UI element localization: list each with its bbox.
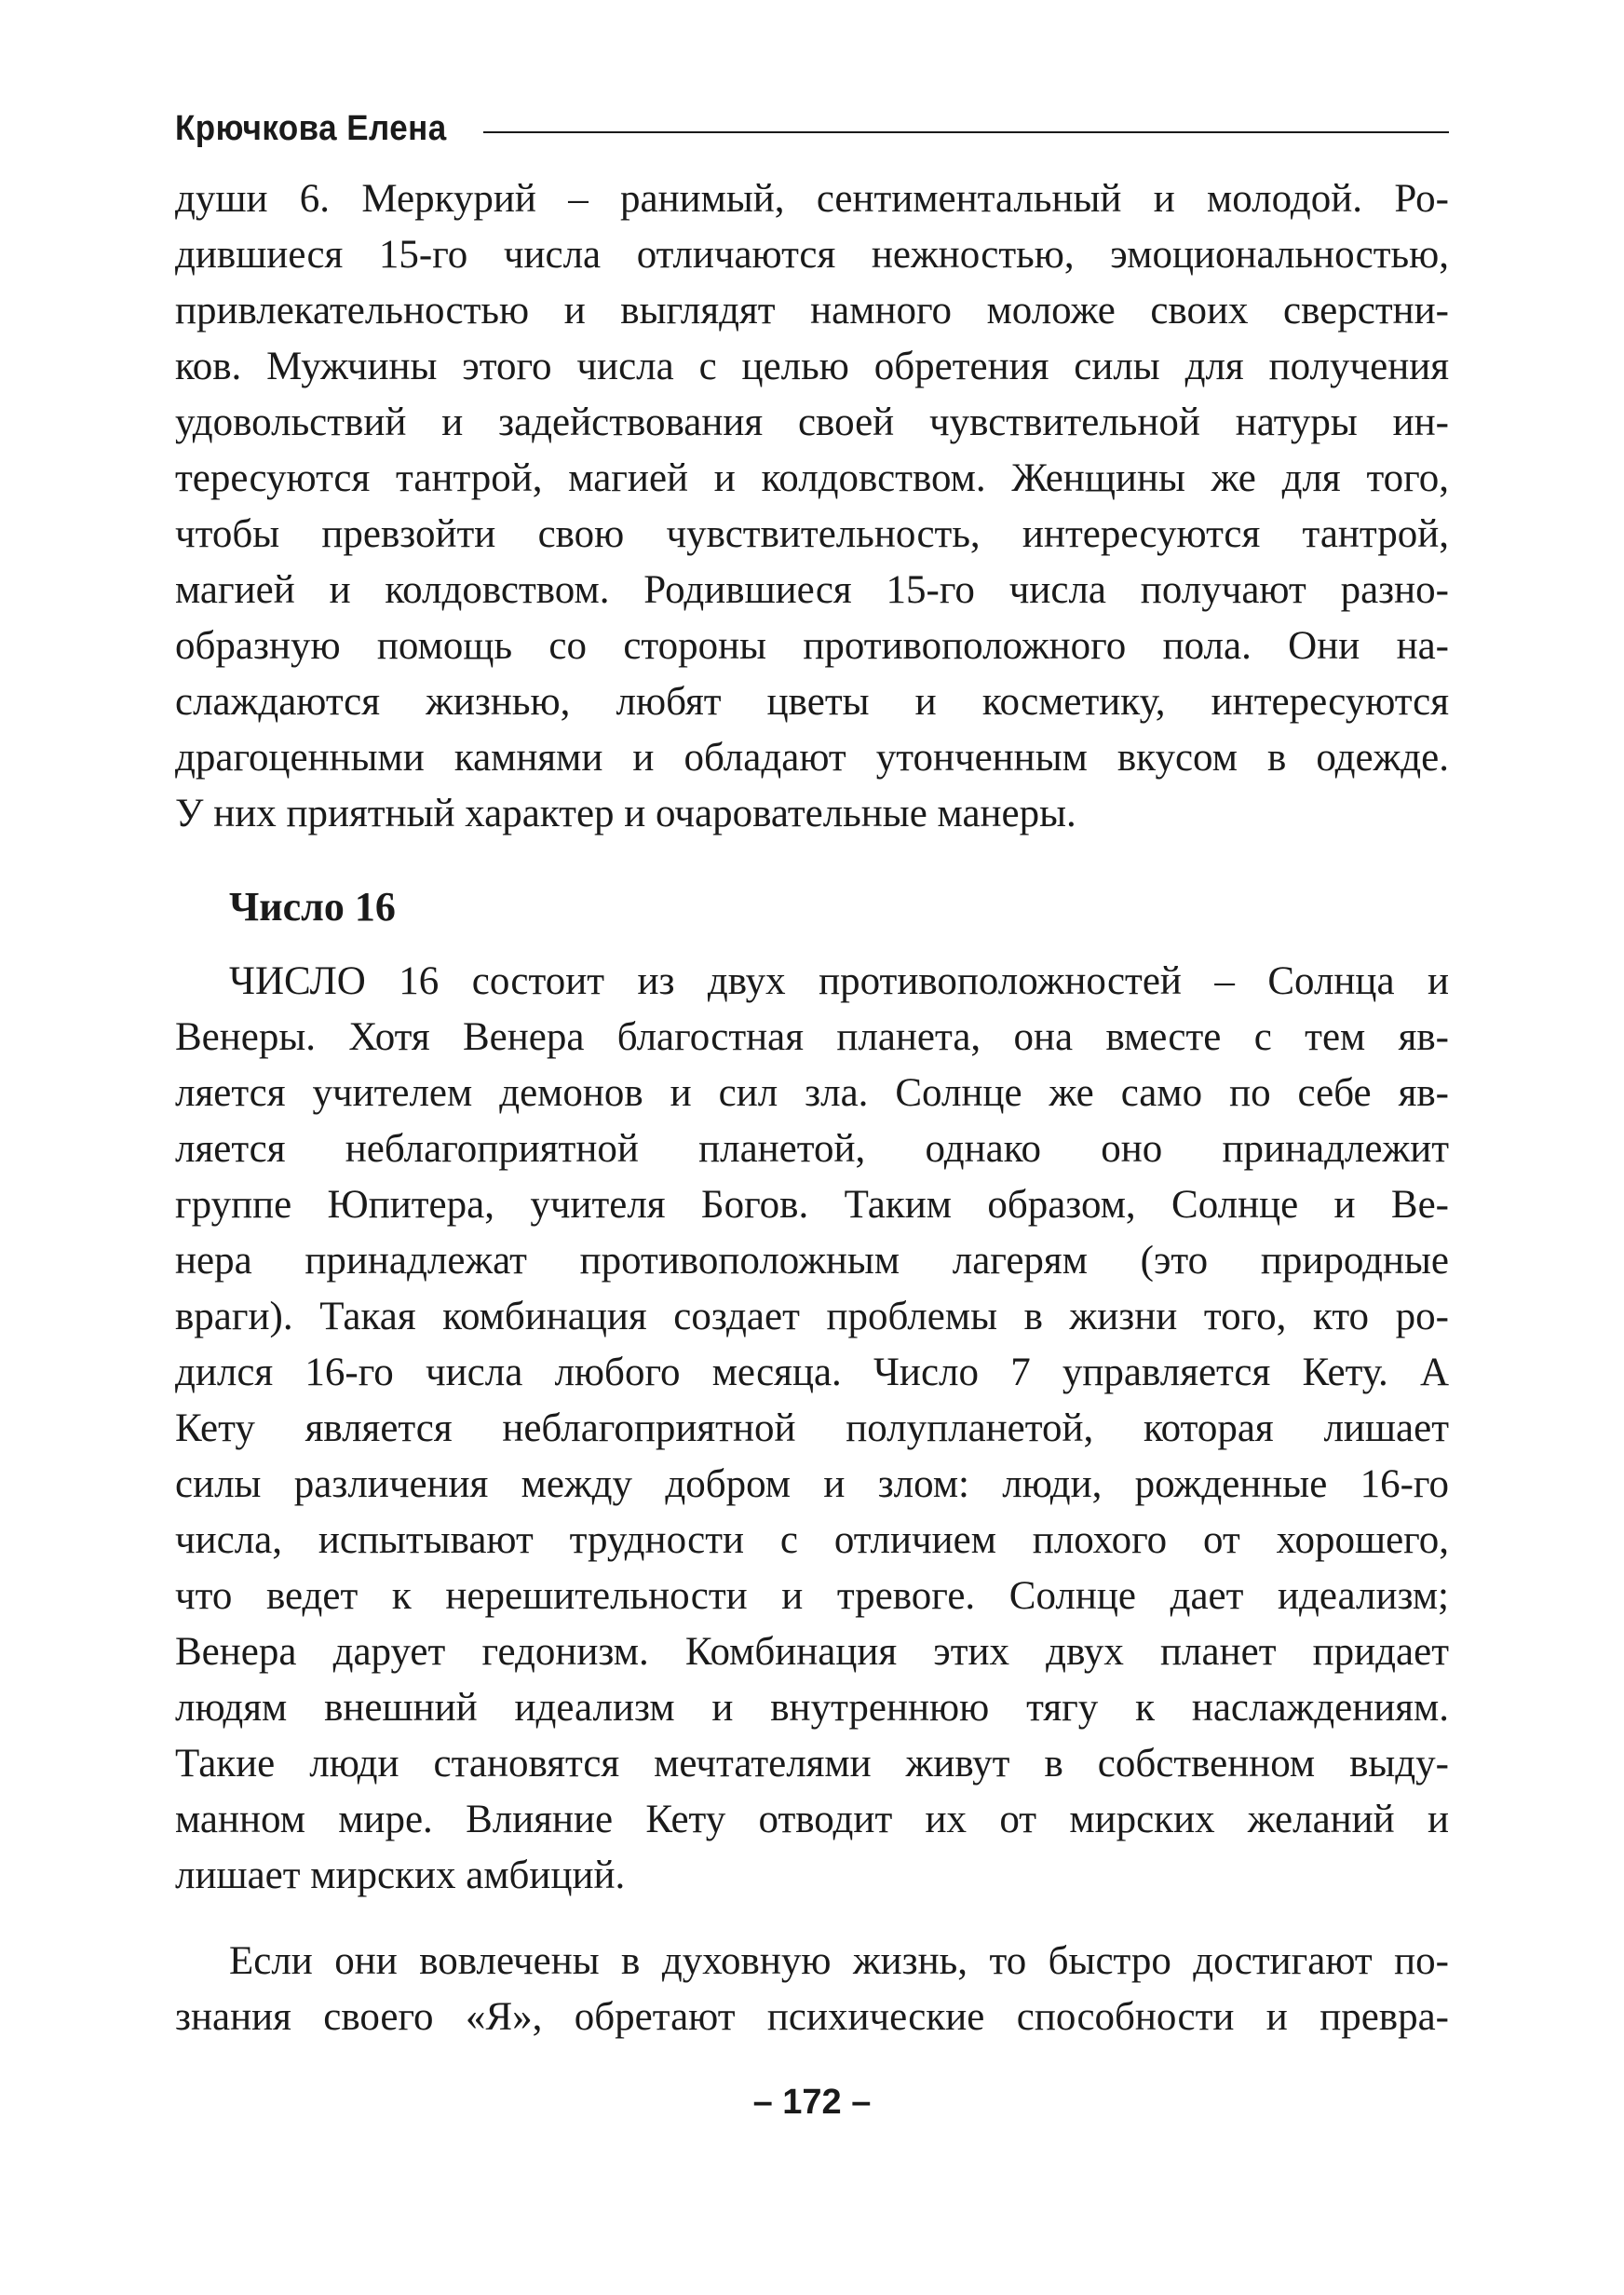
text-line: силы различения между добром и злом: люди, рожденные 16-го [175,1462,1449,1506]
text-line: тересуются тантрой, магией и колдовством. Женщины же для того, [175,456,1449,500]
text-line: ков. Мужчины этого числа с целью обретения силы для получения [175,345,1449,388]
paragraph-2 [175,954,1449,1904]
header-author: Крючкова Елена [175,108,447,148]
text-line: слаждаются жизнью, любят цветы и косметику, интересуются [175,680,1449,724]
text-line: дившиеся 15-го числа отличаются нежностью, эмоциональностью, [175,233,1449,277]
text-line: людям внешний идеализм и внутреннюю тягу к наслаждениям. [175,1686,1449,1730]
paragraph-1 [175,171,1449,842]
text-line: числа, испытывают трудности с отличием плохого от хорошего, [175,1518,1449,1562]
text-line: лишает мирских амбиций. [175,1854,626,1897]
text-line: ляется неблагоприятной планетой, однако оно принадлежит [175,1127,1449,1171]
text-line: ЧИСЛО 16 состоит из двух противоположностей – Солнца и [229,959,1449,1003]
text-line: чтобы превзойти свою чувствительность, интересуются тантрой, [175,512,1449,556]
paragraph-3 [175,1934,1449,2045]
header-rule [483,131,1449,133]
text-line: души 6. Меркурий – ранимый, сентиментальный и молодой. Ро- [175,177,1449,221]
text-line: ляется учителем демонов и сил зла. Солнце же само по себе яв- [175,1071,1449,1115]
text-line: драгоценными камнями и обладают утонченным вкусом в одежде. [175,736,1449,780]
text-line: враги). Такая комбинация создает проблемы в жизни того, кто ро- [175,1295,1449,1338]
text-line: Если они вовлечены в духовную жизнь, то быстро достигают по- [229,1939,1449,1983]
text-line: Венеры. Хотя Венера благостная планета, она вместе с тем яв- [175,1015,1449,1059]
text-line: Кету является неблагоприятной полупланетой, которая лишает [175,1406,1449,1450]
section-heading: Число 16 [229,884,396,930]
text-line: нера принадлежат противоположным лагерям (это природные [175,1239,1449,1283]
page-number: – 172 – [752,2083,872,2122]
text-line: Венера дарует гедонизм. Комбинация этих двух планет придает [175,1630,1449,1674]
text-line: Такие люди становятся мечтателями живут в собственном выду- [175,1742,1449,1786]
text-line: манном мире. Влияние Кету отводит их от мирских желаний и [175,1798,1449,1841]
text-line: группе Юпитера, учителя Богов. Таким образом, Солнце и Ве- [175,1183,1449,1227]
text-line: магией и колдовством. Родившиеся 15-го числа получают разно- [175,568,1449,612]
text-line: образную помощь со стороны противоположного пола. Они на- [175,624,1449,668]
running-header [175,101,1449,156]
text-line: У них приятный характер и очаровательные манеры. [175,792,1076,835]
text-line: привлекательностью и выглядят намного моложе своих сверстни- [175,289,1449,333]
text-line: знания своего «Я», обретают психические способности и превра- [175,1995,1449,2039]
text-line: что ведет к нерешительности и тревоге. Солнце дает идеализм; [175,1574,1449,1618]
text-line: дился 16-го числа любого месяца. Число 7 управляется Кету. А [175,1351,1449,1394]
text-line: удовольствий и задействования своей чувствительной натуры ин- [175,401,1449,444]
